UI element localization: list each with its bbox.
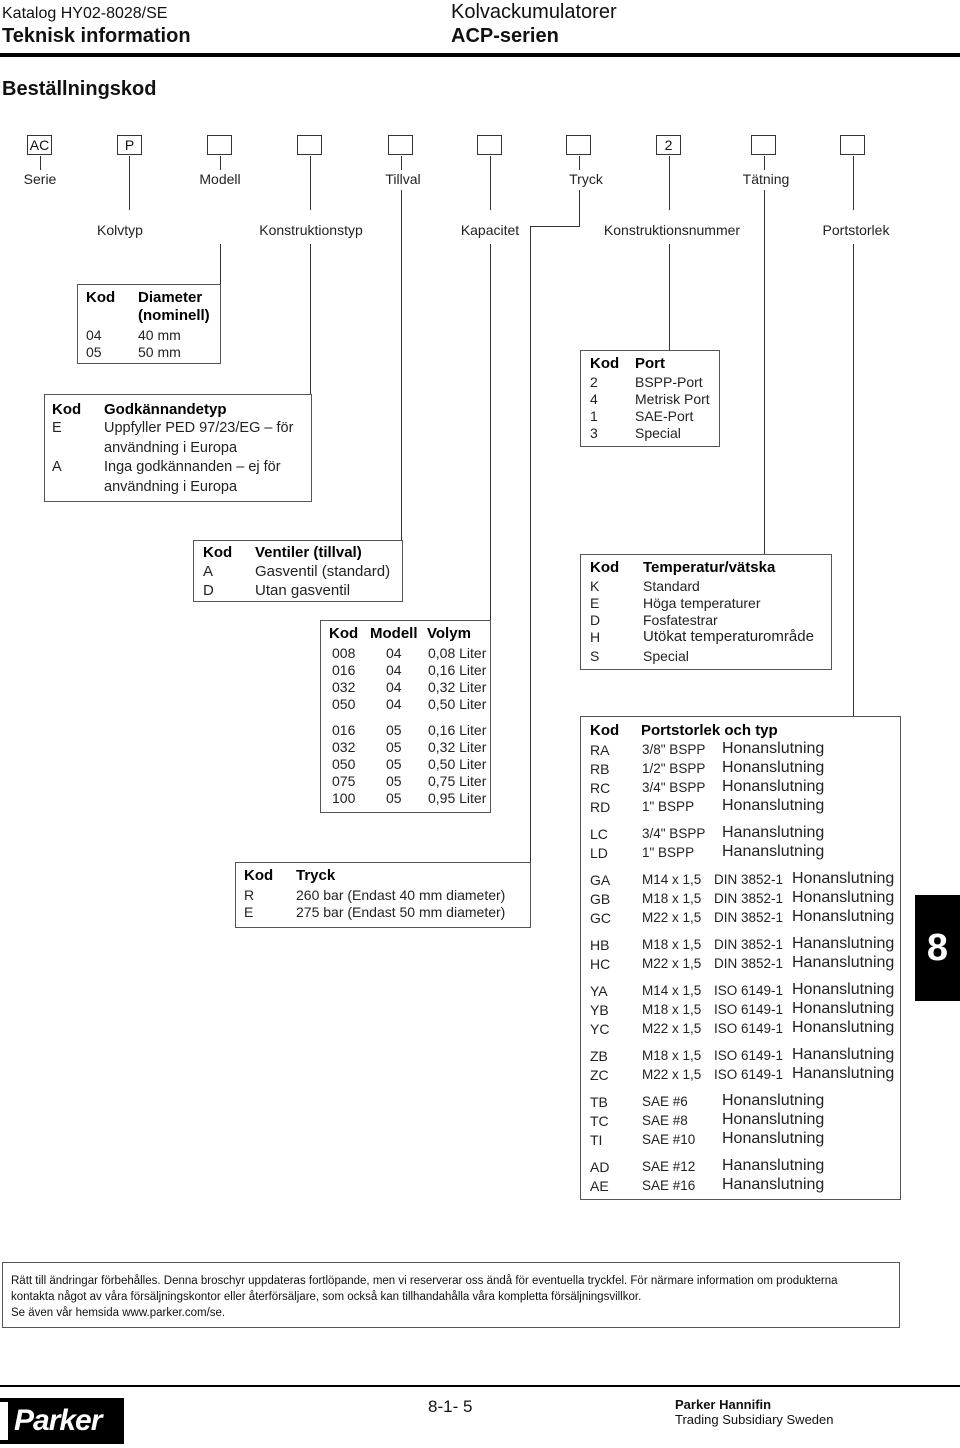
temperature-kod: S bbox=[590, 648, 600, 664]
portsize-thread: M18 x 1,5 bbox=[642, 1048, 702, 1063]
portsize-thread: SAE #12 bbox=[642, 1159, 696, 1174]
code-box-port-size[interactable] bbox=[840, 135, 865, 155]
portsize-thread: 3/4" BSPP bbox=[642, 826, 706, 841]
portsize-kod: AD bbox=[590, 1159, 610, 1175]
pressure-value: 260 bar (Endast 40 mm diameter) bbox=[296, 887, 506, 903]
port-value: Special bbox=[635, 425, 681, 441]
port-kod: 4 bbox=[590, 391, 598, 407]
section-title: Teknisk information bbox=[2, 25, 191, 47]
pressure-table bbox=[235, 862, 531, 928]
port-kod: 2 bbox=[590, 374, 598, 390]
volume-header-kod: Kod bbox=[329, 625, 359, 642]
portsize-header-kod: Kod bbox=[590, 722, 620, 739]
pressure-header-kod: Kod bbox=[244, 867, 274, 884]
port-kod: 3 bbox=[590, 425, 598, 441]
company-name: Parker Hannifin bbox=[675, 1397, 772, 1412]
approval-header-kod: Kod bbox=[52, 401, 82, 418]
portsize-kod: YB bbox=[590, 1002, 609, 1018]
temperature-table bbox=[580, 554, 832, 670]
label-kapacitet: Kapacitet bbox=[460, 222, 520, 238]
label-portstorlek: Portstorlek bbox=[822, 222, 890, 238]
portsize-type: Hananslutning bbox=[722, 1157, 825, 1174]
temperature-header-title: Temperatur/vätska bbox=[643, 559, 776, 576]
volume-table bbox=[320, 620, 491, 813]
temperature-kod: D bbox=[590, 612, 601, 628]
valves-value: Gasventil (standard) bbox=[255, 563, 391, 580]
label-serie: Serie bbox=[23, 171, 57, 187]
portsize-kod: GA bbox=[590, 872, 611, 888]
product-name: Kolvackumulatorer bbox=[451, 1, 617, 23]
code-box-pressure[interactable] bbox=[566, 135, 591, 155]
portsize-kod: HC bbox=[590, 956, 611, 972]
temperature-value: Höga temperaturer bbox=[643, 595, 761, 611]
portsize-type: Honanslutning bbox=[722, 759, 825, 776]
portsize-thread: M14 x 1,5 bbox=[642, 983, 702, 998]
portsize-type: Honanslutning bbox=[792, 908, 895, 925]
temperature-value: Fosfatestrar bbox=[643, 612, 718, 628]
portsize-thread: M18 x 1,5 bbox=[642, 937, 702, 952]
valves-header-title: Ventiler (tillval) bbox=[255, 544, 362, 561]
code-box-series[interactable]: AC bbox=[27, 135, 52, 155]
portsize-type: Hananslutning bbox=[792, 954, 895, 971]
footer-line: Se även vår hemsida www.parker.com/se. bbox=[11, 1307, 226, 1319]
port-kod: 1 bbox=[590, 408, 598, 424]
label-tillval: Tillval bbox=[385, 171, 421, 187]
portsize-type: Honanslutning bbox=[792, 1019, 895, 1036]
volume-kod: 050 bbox=[332, 756, 356, 772]
page-title: Beställningskod bbox=[2, 78, 157, 100]
portsize-thread: 3/4" BSPP bbox=[642, 780, 706, 795]
portsize-thread: SAE #8 bbox=[642, 1113, 688, 1128]
approval-kod: E bbox=[52, 420, 62, 436]
volume-value: 0,95 Liter bbox=[428, 790, 487, 806]
portsize-type: Honanslutning bbox=[722, 1092, 825, 1109]
volume-value: 0,16 Liter bbox=[428, 722, 487, 738]
header-rule bbox=[0, 53, 960, 57]
portsize-thread: SAE #10 bbox=[642, 1132, 696, 1147]
portsize-standard: DIN 3852-1 bbox=[714, 891, 784, 906]
volume-value: 0,50 Liter bbox=[428, 696, 487, 712]
port-table bbox=[580, 350, 720, 447]
portsize-kod: RB bbox=[590, 761, 610, 777]
volume-value: 0,32 Liter bbox=[428, 679, 487, 695]
volume-kod: 050 bbox=[332, 696, 356, 712]
volume-modell: 04 bbox=[386, 645, 402, 661]
portsize-type: Honanslutning bbox=[722, 740, 825, 757]
portsize-type: Honanslutning bbox=[792, 981, 895, 998]
footer-note bbox=[2, 1262, 900, 1328]
portsize-thread: 1/2" BSPP bbox=[642, 761, 706, 776]
portsize-type: Hananslutning bbox=[722, 824, 825, 841]
parker-logo bbox=[0, 1398, 124, 1444]
portsize-type: Hananslutning bbox=[722, 843, 825, 860]
portsize-kod: YC bbox=[590, 1021, 610, 1037]
approval-desc: Uppfyller PED 97/23/EG – för bbox=[104, 420, 294, 436]
portsize-type: Honanslutning bbox=[792, 889, 895, 906]
approval-table bbox=[44, 394, 312, 502]
pressure-header-title: Tryck bbox=[296, 867, 336, 884]
diameter-table bbox=[77, 284, 221, 364]
label-kolvtyp: Kolvtyp bbox=[97, 222, 143, 238]
volume-modell: 05 bbox=[386, 756, 402, 772]
pressure-kod: E bbox=[244, 904, 254, 920]
portsize-type: Hananslutning bbox=[792, 1065, 895, 1082]
temperature-kod: H bbox=[590, 629, 601, 645]
volume-kod: 032 bbox=[332, 679, 356, 695]
volume-modell: 05 bbox=[386, 722, 402, 738]
portsize-thread: M22 x 1,5 bbox=[642, 1021, 702, 1036]
portsize-standard: DIN 3852-1 bbox=[714, 910, 784, 925]
footer-line: Rätt till ändringar förbehålles. Denna broschyr uppdateras fortlöpande, men vi reserverar oss ändå för eventuella tryckfel. För närmare information om produkterna bbox=[11, 1275, 838, 1287]
pressure-value: 275 bar (Endast 50 mm diameter) bbox=[296, 904, 506, 920]
label-konstruktionstyp: Konstruktionstyp bbox=[259, 222, 363, 238]
volume-value: 0,32 Liter bbox=[428, 739, 487, 755]
volume-header-volym: Volym bbox=[427, 625, 471, 642]
portsize-thread: M18 x 1,5 bbox=[642, 1002, 702, 1017]
portsize-thread: M18 x 1,5 bbox=[642, 891, 702, 906]
temperature-header-kod: Kod bbox=[590, 559, 620, 576]
port-header-title: Port bbox=[635, 355, 665, 372]
portsize-kod: ZC bbox=[590, 1067, 609, 1083]
portsize-thread: SAE #6 bbox=[642, 1094, 688, 1109]
code-box-construction-type[interactable] bbox=[297, 135, 322, 155]
portsize-standard: ISO 6149-1 bbox=[714, 1048, 784, 1063]
portsize-type: Honanslutning bbox=[722, 1130, 825, 1147]
port-value: BSPP-Port bbox=[635, 374, 703, 390]
approval-header-title: Godkännandetyp bbox=[104, 401, 227, 418]
code-box-capacity[interactable] bbox=[477, 135, 502, 155]
approval-desc: användning i Europa bbox=[104, 479, 238, 495]
diameter-value: 40 mm bbox=[138, 327, 181, 343]
approval-desc: användning i Europa bbox=[104, 440, 238, 456]
portsize-thread: M22 x 1,5 bbox=[642, 1067, 702, 1082]
volume-value: 0,08 Liter bbox=[428, 645, 487, 661]
portsize-kod: LC bbox=[590, 826, 608, 842]
diameter-header-kod: Kod bbox=[86, 289, 116, 306]
portsize-type: Honanslutning bbox=[722, 778, 825, 795]
diameter-header-subtitle: (nominell) bbox=[138, 307, 210, 324]
valves-table bbox=[193, 540, 403, 602]
portsize-type: Honanslutning bbox=[792, 870, 895, 887]
portsize-kod: RC bbox=[590, 780, 611, 796]
portsize-thread: M14 x 1,5 bbox=[642, 872, 702, 887]
portsize-standard: ISO 6149-1 bbox=[714, 1067, 784, 1082]
temperature-value: Utökat temperaturområde bbox=[643, 628, 814, 645]
portsize-thread: SAE #16 bbox=[642, 1178, 696, 1193]
portsize-thread: M22 x 1,5 bbox=[642, 910, 702, 925]
code-box-model[interactable] bbox=[207, 135, 232, 155]
portsize-kod: RD bbox=[590, 799, 611, 815]
portsize-type: Honanslutning bbox=[722, 797, 825, 814]
portsize-kod: TC bbox=[590, 1113, 609, 1129]
volume-modell: 04 bbox=[386, 662, 402, 678]
portsize-type: Honanslutning bbox=[722, 1111, 825, 1128]
portsize-standard: ISO 6149-1 bbox=[714, 1021, 784, 1036]
volume-kod: 008 bbox=[332, 645, 356, 661]
portsize-kod: AE bbox=[590, 1178, 609, 1194]
portsize-type: Hananslutning bbox=[722, 1176, 825, 1193]
footer-rule bbox=[0, 1385, 960, 1387]
product-series: ACP-serien bbox=[451, 25, 559, 47]
volume-value: 0,75 Liter bbox=[428, 773, 487, 789]
portsize-kod: GB bbox=[590, 891, 611, 907]
code-box-construction-number[interactable]: 2 bbox=[656, 135, 681, 155]
volume-kod: 032 bbox=[332, 739, 356, 755]
portsize-standard: DIN 3852-1 bbox=[714, 872, 784, 887]
port-value: SAE-Port bbox=[635, 408, 694, 424]
portsize-kod: TI bbox=[590, 1132, 603, 1148]
label-tatning: Tätning bbox=[742, 171, 790, 187]
approval-kod: A bbox=[52, 459, 62, 475]
portsize-kod: TB bbox=[590, 1094, 608, 1110]
volume-modell: 04 bbox=[386, 679, 402, 695]
parker-logo-text: Parker bbox=[14, 1404, 102, 1437]
portsize-header-title: Portstorlek och typ bbox=[641, 722, 778, 739]
volume-modell: 05 bbox=[386, 790, 402, 806]
volume-kod: 016 bbox=[332, 662, 356, 678]
portsize-thread: M22 x 1,5 bbox=[642, 956, 702, 971]
temperature-value: Special bbox=[643, 648, 689, 664]
code-box-option[interactable] bbox=[388, 135, 413, 155]
portsize-kod: GC bbox=[590, 910, 611, 926]
portsize-type: Honanslutning bbox=[792, 1000, 895, 1017]
volume-modell: 05 bbox=[386, 739, 402, 755]
portsize-type: Hananslutning bbox=[792, 1046, 895, 1063]
diameter-kod: 05 bbox=[86, 344, 102, 360]
volume-modell: 04 bbox=[386, 696, 402, 712]
volume-kod: 016 bbox=[332, 722, 356, 738]
temperature-kod: K bbox=[590, 578, 600, 594]
port-header-kod: Kod bbox=[590, 355, 620, 372]
portsize-kod: RA bbox=[590, 742, 610, 758]
volume-value: 0,16 Liter bbox=[428, 662, 487, 678]
port-value: Metrisk Port bbox=[635, 391, 710, 407]
section-tab: 8 bbox=[915, 895, 960, 1001]
code-box-piston-type[interactable]: P bbox=[117, 135, 142, 155]
diameter-value: 50 mm bbox=[138, 344, 181, 360]
code-box-seal[interactable] bbox=[751, 135, 776, 155]
valves-kod: D bbox=[203, 582, 214, 599]
portsize-kod: YA bbox=[590, 983, 608, 999]
portsize-standard: ISO 6149-1 bbox=[714, 983, 784, 998]
portsize-kod: HB bbox=[590, 937, 610, 953]
portsize-kod: ZB bbox=[590, 1048, 608, 1064]
label-tryck: Tryck bbox=[569, 171, 603, 187]
temperature-kod: E bbox=[590, 595, 600, 611]
footer-line: kontakta något av våra försäljningskontor eller återförsäljare, som också kan tillhandahålla våra kompletta försäljningsvillkor. bbox=[11, 1291, 642, 1303]
page-number: 8-1- 5 bbox=[428, 1397, 473, 1416]
portsize-thread: 1" BSPP bbox=[642, 799, 695, 814]
portsize-standard: ISO 6149-1 bbox=[714, 1002, 784, 1017]
diameter-kod: 04 bbox=[86, 327, 102, 343]
valves-header-kod: Kod bbox=[203, 544, 233, 561]
portsize-thread: 3/8" BSPP bbox=[642, 742, 706, 757]
portsize-type: Hananslutning bbox=[792, 935, 895, 952]
company-subtitle: Trading Subsidiary Sweden bbox=[675, 1412, 834, 1427]
portsize-table bbox=[580, 716, 901, 1200]
label-modell: Modell bbox=[199, 171, 241, 187]
portsize-kod: LD bbox=[590, 845, 608, 861]
volume-value: 0,50 Liter bbox=[428, 756, 487, 772]
volume-modell: 05 bbox=[386, 773, 402, 789]
volume-kod: 100 bbox=[332, 790, 356, 806]
valves-value: Utan gasventil bbox=[255, 582, 351, 599]
diameter-header-title: Diameter bbox=[138, 289, 203, 306]
valves-kod: A bbox=[203, 563, 214, 580]
pressure-kod: R bbox=[244, 887, 255, 903]
portsize-standard: DIN 3852-1 bbox=[714, 956, 784, 971]
volume-header-modell: Modell bbox=[370, 625, 418, 642]
label-konstruktionsnummer: Konstruktionsnummer bbox=[603, 222, 741, 238]
volume-kod: 075 bbox=[332, 773, 356, 789]
catalog-number: Katalog HY02-8028/SE bbox=[2, 5, 168, 22]
portsize-thread: 1" BSPP bbox=[642, 845, 695, 860]
portsize-standard: DIN 3852-1 bbox=[714, 937, 784, 952]
approval-desc: Inga godkännanden – ej för bbox=[104, 459, 281, 475]
parker-logo-stripe bbox=[0, 1402, 8, 1440]
temperature-value: Standard bbox=[643, 578, 700, 594]
